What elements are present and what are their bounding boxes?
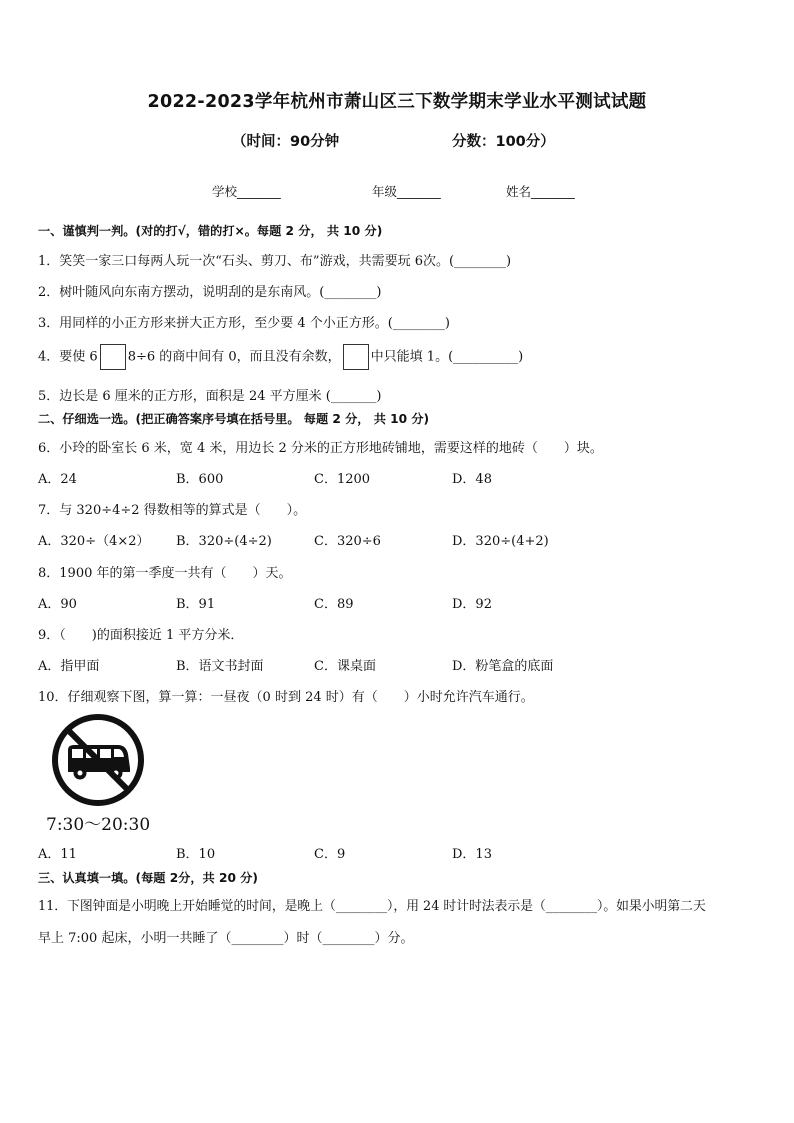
no-vehicle-sign (50, 712, 146, 808)
q6-option-d: D．48 (452, 472, 492, 487)
question-11-line-1: 11．下图钟面是小明晚上开始睡觉的时间，是晚上（________），用 24 时计时法表示是（________）。如果小明第二天 (38, 899, 706, 914)
page-title: 2022-2023学年杭州市萧山区三下数学期末学业水平测试试题 (147, 92, 647, 112)
q6-option-b: B．600 (176, 472, 224, 487)
question-11-line-2: 早上 7:00 起床，小明一共睡了（________）时（________）分。 (38, 931, 414, 946)
name-field: 姓名_______ (506, 184, 575, 199)
question-2: 2．树叶随风向东南方摆动，说明刮的是东南风。(________) (38, 285, 382, 300)
question-4-part-a: 4．要使 6 (38, 349, 98, 365)
grade-field: 年级_______ (372, 184, 441, 199)
sign-time-label: 7:30～20:30 (46, 815, 151, 835)
question-9: 9．（ )的面积接近 1 平方分米． (38, 628, 244, 643)
question-6: 6．小玲的卧室长 6 米，宽 4 米，用边长 2 分米的正方形地砖铺地，需要这样的地砖（ ）块。 (38, 441, 603, 456)
q9-option-a: A．指甲面 (38, 659, 100, 674)
q8-option-d: D．92 (452, 597, 492, 612)
q6-option-c: C．1200 (314, 472, 371, 487)
q6-option-a: A．24 (38, 472, 77, 487)
q10-option-b: B．10 (176, 847, 216, 862)
blank-box (100, 344, 126, 370)
section1-heading: 一、谨慎判一判。(对的打√，错的打×。每题 2 分， 共 10 分) (38, 224, 383, 238)
question-4-part-c: 中只能填 1。(__________) (370, 349, 524, 365)
question-10: 10．仔细观察下图，算一算：一昼夜（0 时到 24 时）有（ ）小时允许汽车通行。 (38, 690, 534, 705)
q7-option-b: B．320÷(4÷2) (176, 534, 272, 549)
question-5: 5．边长是 6 厘米的正方形，面积是 24 平方厘米 (_______) (38, 389, 382, 404)
q9-option-b: B．语文书封面 (176, 659, 264, 674)
q10-option-c: C．9 (314, 847, 346, 862)
q10-option-d: D．13 (452, 847, 492, 862)
school-field: 学校_______ (212, 184, 281, 199)
section2-heading: 二、仔细选一选。(把正确答案序号填在括号里。 每题 2 分， 共 10 分) (38, 412, 430, 426)
no-bus-icon (50, 712, 146, 808)
exam-time: （时间：90分钟 (232, 134, 340, 150)
q8-option-c: C．89 (314, 597, 354, 612)
q7-option-a: A．320÷（4×2） (38, 534, 150, 549)
q8-option-a: A．90 (38, 597, 77, 612)
blank-box (343, 344, 369, 370)
question-1: 1．笑笑一家三口每两人玩一次“石头、剪刀、布”游戏，共需要玩 6次。(________) (38, 254, 512, 269)
question-4 (38, 344, 523, 370)
q8-option-b: B．91 (176, 597, 216, 612)
question-7: 7．与 320÷4÷2 得数相等的算式是（ ）。 (38, 503, 307, 518)
exam-score: 分数：100分） (452, 134, 555, 150)
question-4-part-b: 8÷6 的商中间有 0，而且没有余数， (127, 349, 341, 365)
q10-option-a: A．11 (38, 847, 77, 862)
q7-option-d: D．320÷(4+2) (452, 534, 549, 549)
q9-option-c: C．课桌面 (314, 659, 376, 674)
question-3: 3．用同样的小正方形来拼大正方形，至少要 4 个小正方形。(________) (38, 316, 450, 331)
q9-option-d: D．粉笔盒的底面 (452, 659, 554, 674)
section3-heading: 三、认真填一填。(每题 2分，共 20 分) (38, 871, 258, 885)
question-8: 8．1900 年的第一季度一共有（ ）天。 (38, 566, 292, 581)
q7-option-c: C．320÷6 (314, 534, 381, 549)
